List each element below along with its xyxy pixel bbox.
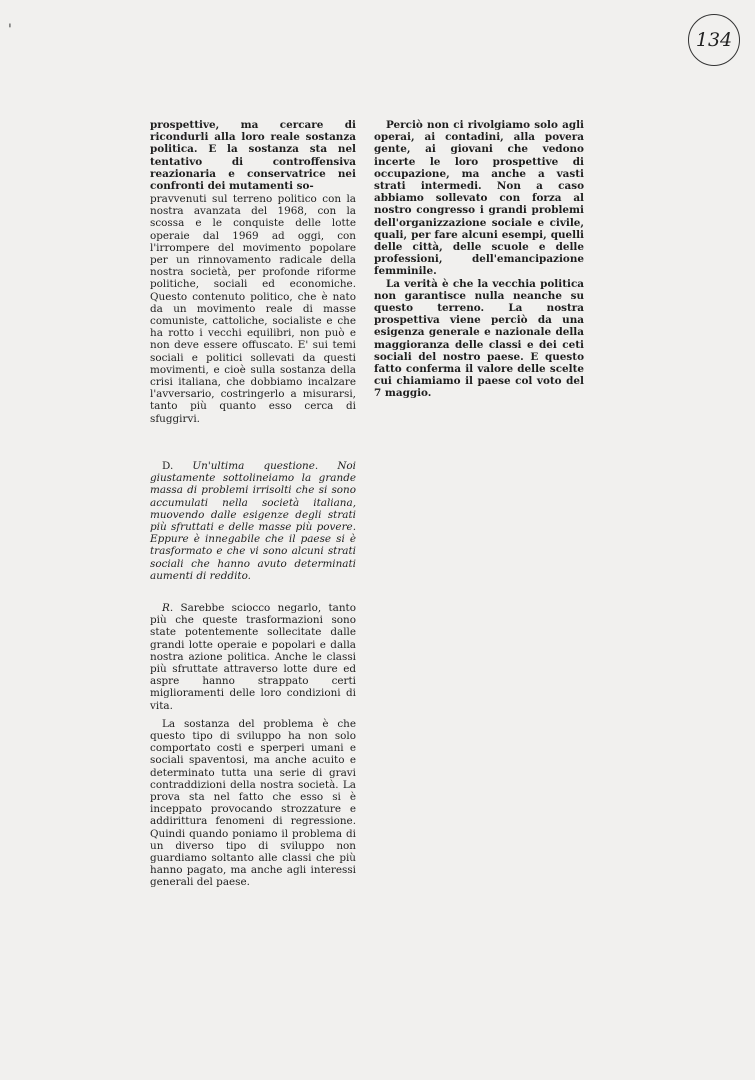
left-middle-paragraph: pravvenuti sul terreno politico con la nostra avanzata del 1968, con la scossa e le conquiste delle lotte operaie dal 1969 ad oggi, con l'irrompere del movimento popolare per un rinnovamento radicale della nostra società, per profonde riforme politiche, sociali ed economiche. Questo contenuto politico, che è nato da un movimento reale di masse comuniste, cattoliche, socialiste e che ha rotto i vecchi equilibri, non può e non deve essere offuscato. E' sui temi sociali e politici sollevati da questi movimenti, e cioè sulla sostanza della crisi italiana, che dobbiamo incalzare l'avversario, costringerlo a misurarsi, tanto più quanto esso cerca di sfuggirvi. [150, 193, 356, 425]
corner-mark: ' [8, 22, 12, 38]
question-paragraph [150, 460, 356, 582]
interview-question [150, 460, 356, 582]
page-number-stamp [688, 14, 740, 66]
right-paragraph-2: La verità è che la vecchia politica non garantisce nulla neanche su questo terreno. La nostra prospettiva viene perciò da una esigenza generale e nazionale della maggioranza delle classi e dei ceti sociali del nostro paese. E questo fatto conferma il valore delle scelte cui chiamiamo il paese col voto del 7 maggio. [374, 277, 584, 400]
left-top-paragraph: prospettive, ma cercare di ricondurli alla loro reale sostanza politica. E la sostanza sta nel tentativo di controffensiva reazionaria e conservatrice nei confronti dei mutamenti so- [150, 119, 356, 193]
answer-text-1: Sarebbe sciocco negarlo, tanto più che queste trasformazioni sono state potentemente sollecitate dalle grandi lotte operaie e popolari e dalla nostra azione politica. Anche le classi più sfruttate attraverso lotte dure ed aspre hanno strappato certi miglioramenti delle loro condizioni di vita. [150, 602, 356, 712]
answer-paragraph-1 [150, 602, 356, 712]
answer-label: R. [162, 602, 174, 614]
question-text: Un'ultima questione. Noi giustamente sottolineiamo la grande massa di problemi irrisolti che si sono accumulati nella società italiana, muovendo dalle esigenze degli strati più sfruttati e delle masse più povere. Eppure è innegabile che il paese si è trasformato e che vi sono alcuni strati sociali che hanno avuto determinati aumenti di reddito. [150, 460, 356, 582]
interview-answer [150, 602, 356, 889]
right-column-clipping [374, 119, 584, 400]
right-paragraph-1: Perciò non ci rivolgiamo solo agli operai, ai contadini, alla povera gente, ai giovani che vedono incerte le loro prospettive di occupazione, ma anche a vasti strati intermedi. Non a caso abbiamo sollevato con forza al nostro congresso i grandi problemi dell'organizzazione sociale e civile, quali, per fare alcuni esempi, quelli delle città, delle scuole e delle professioni, dell'emancipazione femminile. [374, 119, 584, 278]
left-column-top-clipping [150, 119, 356, 192]
page-number: 134 [695, 29, 733, 51]
answer-paragraph-2: La sostanza del problema è che questo tipo di sviluppo ha non solo comportato costi e sperperi umani e sociali spaventosi, ma anche acuito e determinato tutta una serie di gravi contraddizioni della nostra società. La prova sta nel fatto che esso si è inceppato provocando strozzature e addirittura fenomeni di regressione. Quindi quando poniamo il problema di un diverso tipo di sviluppo non guardiamo soltanto alle classi che più hanno pagato, ma anche agli interessi generali del paese. [150, 717, 356, 889]
question-label: D. [162, 460, 174, 472]
left-column-middle-clipping [150, 193, 356, 425]
